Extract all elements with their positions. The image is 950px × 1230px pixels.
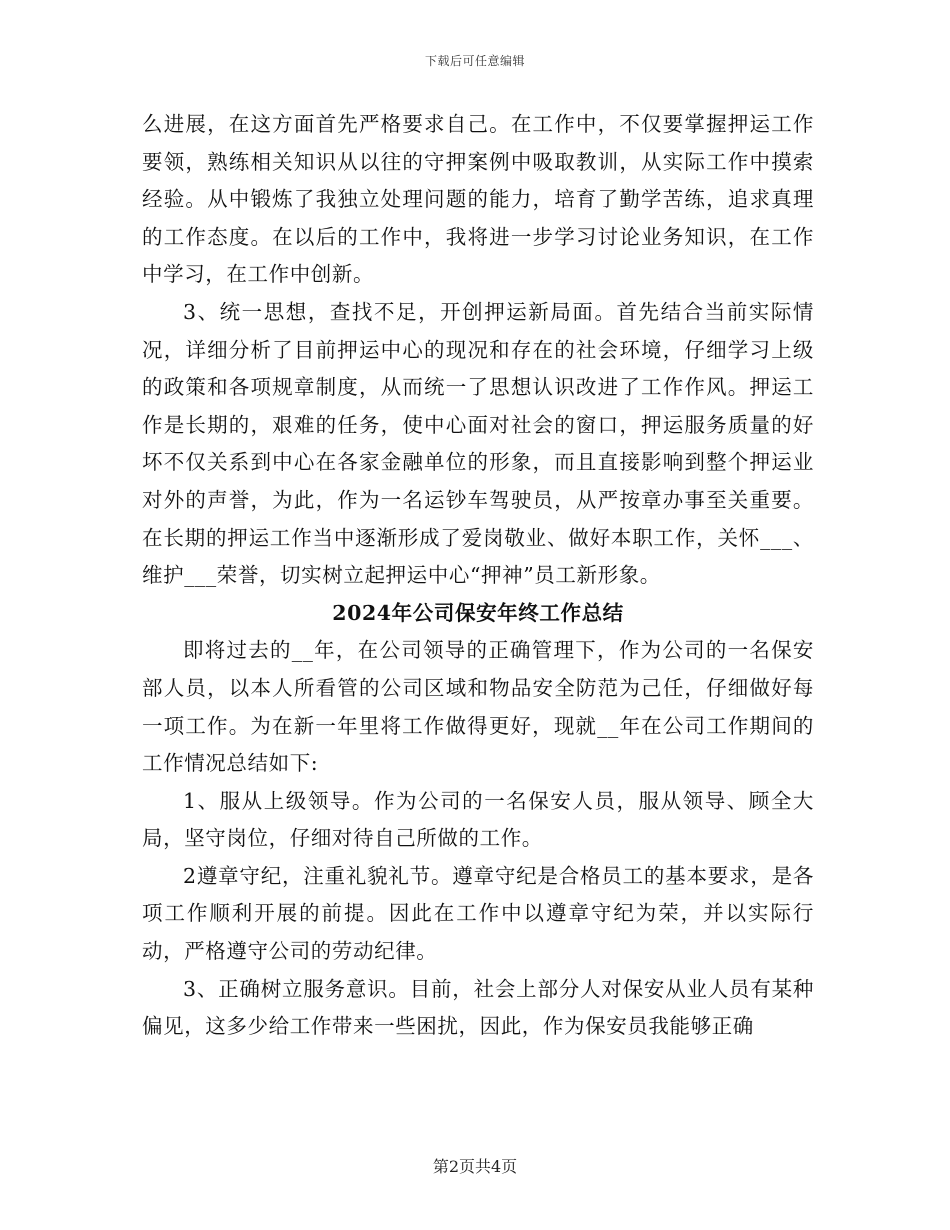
- document-body: [142, 106, 814, 1046]
- page-number: 第2页共4页: [432, 1157, 518, 1176]
- page-header: 下载后可任意编辑: [424, 54, 525, 68]
- paragraph-2: 3、统一思想，查找不足，开创押运新局面。首先结合当前实际情况，详细分析了目前押运中心的现况和存在的社会环境，仔细学习上级的政策和各项规章制度，从而统一了思想认识改进了工作作风。押运工作是长期的，艰难的任务，使中心面对社会的窗口，押运服务质量的好坏不仅关系到中心在各家金融单位的形象，而且直接影响到整个押运业对外的声誉，为此，作为一名运钞车驾驶员，从严按章办事至关重要。在长期的押运工作当中逐渐形成了爱岗敬业、做好本职工作，关怀___、维护___荣誉，切实树立起押运中心“押神”员工新形象。: [142, 299, 814, 588]
- paragraph-1: 么进展，在这方面首先严格要求自己。在工作中，不仅要掌握押运工作要领，熟练相关知识从以往的守押案例中吸取教训，从实际工作中摸索经验。从中锻炼了我独立处理问题的能力，培育了勤学苦练，追求真理的工作态度。在以后的工作中，我将进一步学习讨论业务知识，在工作中学习，在工作中创新。: [142, 112, 814, 287]
- section-title: 2024年公司保安年终工作总结: [332, 600, 624, 625]
- paragraph-5: 2遵章守纪，注重礼貌礼节。遵章守纪是合格员工的基本要求，是各项工作顺利开展的前提。因此在工作中以遵章守纪为荣，并以实际行动，严格遵守公司的劳动纪律。: [142, 863, 814, 964]
- paragraph-6: 3、正确树立服务意识。目前，社会上部分人对保安从业人员有某种偏见，这多少给工作带来一些困扰，因此，作为保安员我能够正确: [142, 976, 814, 1039]
- paragraph-3: 即将过去的__年，在公司领导的正确管理下，作为公司的一名保安部人员，以本人所看管的公司区域和物品安全防范为己任，仔细做好每一项工作。为在新一年里将工作做得更好，现就__年在公司工作期间的工作情况总结如下:: [142, 638, 814, 776]
- paragraph-4: 1、服从上级领导。作为公司的一名保安人员，服从领导、顾全大局，坚守岗位，仔细对待自己所做的工作。: [142, 788, 814, 851]
